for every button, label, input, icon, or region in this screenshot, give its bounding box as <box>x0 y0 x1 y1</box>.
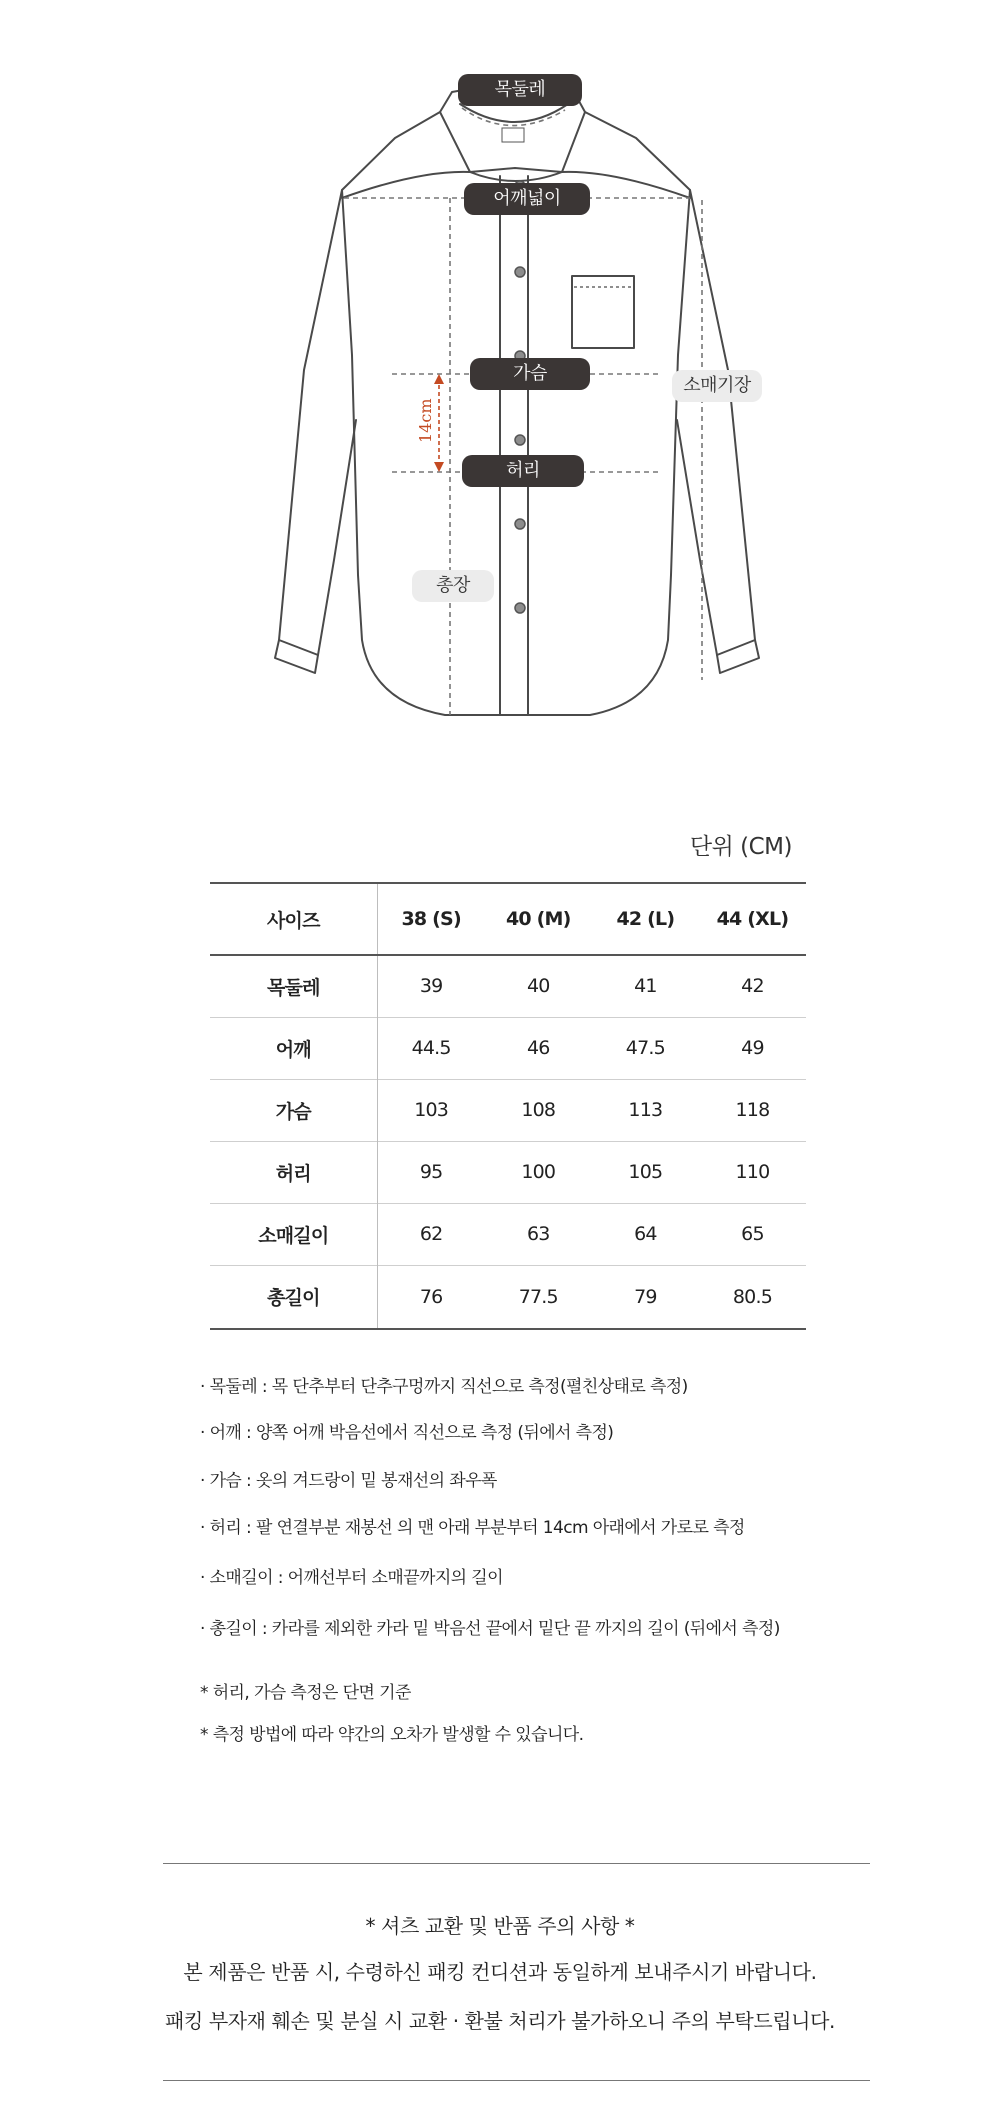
table-cell: 77.5 <box>518 1285 558 1308</box>
remark-basis: * 허리, 가슴 측정은 단면 기준 <box>200 1683 411 1703</box>
row-label: 목둘레 <box>210 955 377 1017</box>
table-cell: 108 <box>521 1099 556 1121</box>
table-cell: 40 <box>526 975 550 998</box>
table-cell: 76 <box>419 1285 443 1308</box>
shirt-left-sleeve <box>279 190 356 655</box>
shirt-button <box>515 603 525 613</box>
care-line: 본 제품은 반품 시, 수령하신 패킹 컨디션과 동일하게 보내주시기 바랍니다. <box>183 1960 817 1984</box>
table-cell: 64 <box>634 1223 657 1245</box>
table-cell: 65 <box>741 1223 764 1245</box>
header-cell: 사이즈 <box>210 883 377 955</box>
table-row <box>210 1079 806 1141</box>
shirt-measurement-diagram <box>0 0 1000 740</box>
dimension-label: 14cm <box>416 398 435 443</box>
note-length: · 총길이 : 카라를 제외한 카라 밑 박음선 끝에서 밑단 끝 까지의 길이 (뒤에서 측정) <box>200 1619 780 1639</box>
table-cell: 44.5 <box>411 1037 451 1059</box>
waist-label: 허리 <box>462 455 584 487</box>
table-row <box>210 1017 806 1079</box>
header-cell: 38 (S) <box>401 908 461 930</box>
neck-label: 목둘레 <box>458 74 582 106</box>
sleeve-label: 소매기장 <box>672 370 762 402</box>
table-cell: 46 <box>526 1037 550 1059</box>
table-cell: 80.5 <box>732 1285 772 1308</box>
table-row <box>210 1203 806 1265</box>
table-cell: 41 <box>634 975 657 998</box>
table-cell: 42 <box>741 975 764 998</box>
table-cell: 39 <box>419 975 443 998</box>
row-label: 총길이 <box>210 1265 377 1329</box>
header-cell: 42 (L) <box>616 908 675 930</box>
table-cell: 63 <box>526 1223 550 1245</box>
shirt-button <box>515 267 525 277</box>
shirt-button <box>515 435 525 445</box>
table-cell: 113 <box>628 1099 663 1121</box>
row-label: 소매길이 <box>210 1203 377 1265</box>
table-cell: 95 <box>419 1161 443 1183</box>
note-neck: · 목둘레 : 목 단추부터 단추구멍까지 직선으로 측정(펼친상태로 측정) <box>200 1377 688 1397</box>
care-title: * 셔츠 교환 및 반품 주의 사항 * <box>365 1914 635 1938</box>
note-shoulder: · 어깨 : 양쪽 어깨 박음선에서 직선으로 측정 (뒤에서 측정) <box>200 1423 614 1443</box>
chest-label: 가슴 <box>470 358 590 390</box>
shoulder-label: 어깨넓이 <box>464 183 590 215</box>
shirt-button <box>515 519 525 529</box>
remark-tolerance: * 측정 방법에 따라 약간의 오차가 발생할 수 있습니다. <box>200 1725 584 1745</box>
table-row <box>210 1265 806 1329</box>
divider-top <box>163 1863 870 1864</box>
shirt-right-sleeve <box>677 190 755 655</box>
table-cell: 105 <box>628 1161 663 1183</box>
header-cell: 40 (M) <box>506 908 571 930</box>
table-cell: 100 <box>521 1161 556 1183</box>
table-cell: 47.5 <box>625 1037 665 1059</box>
unit-label: 단위 (CM) <box>689 834 792 860</box>
table-row <box>210 1141 806 1203</box>
table-header-row <box>210 883 806 955</box>
shirt-placket <box>500 176 528 715</box>
row-label: 가슴 <box>210 1079 377 1141</box>
row-label: 어깨 <box>210 1017 377 1079</box>
note-waist: · 허리 : 팔 연결부분 재봉선 의 맨 아래 부분부터 14cm 아래에서 가로로 측정 <box>200 1518 745 1538</box>
table-cell: 118 <box>735 1099 770 1121</box>
row-label: 허리 <box>210 1141 377 1203</box>
header-cell: 44 (XL) <box>716 908 789 930</box>
care-line: 패킹 부자재 훼손 및 분실 시 교환 · 환불 처리가 불가하오니 주의 부탁드립니다. <box>165 2009 835 2033</box>
table-cell: 103 <box>414 1099 449 1121</box>
note-sleeve: · 소매길이 : 어깨선부터 소매끝까지의 길이 <box>200 1568 503 1588</box>
table-cell: 49 <box>741 1037 764 1059</box>
table-cell: 79 <box>634 1285 657 1308</box>
note-chest: · 가슴 : 옷의 겨드랑이 밑 봉재선의 좌우폭 <box>200 1471 497 1491</box>
table-cell: 62 <box>419 1223 443 1245</box>
table-row <box>210 955 806 1017</box>
table-cell: 110 <box>735 1161 770 1183</box>
length-label: 총장 <box>412 570 494 602</box>
divider-bottom <box>163 2080 870 2081</box>
size-table <box>210 882 806 1330</box>
